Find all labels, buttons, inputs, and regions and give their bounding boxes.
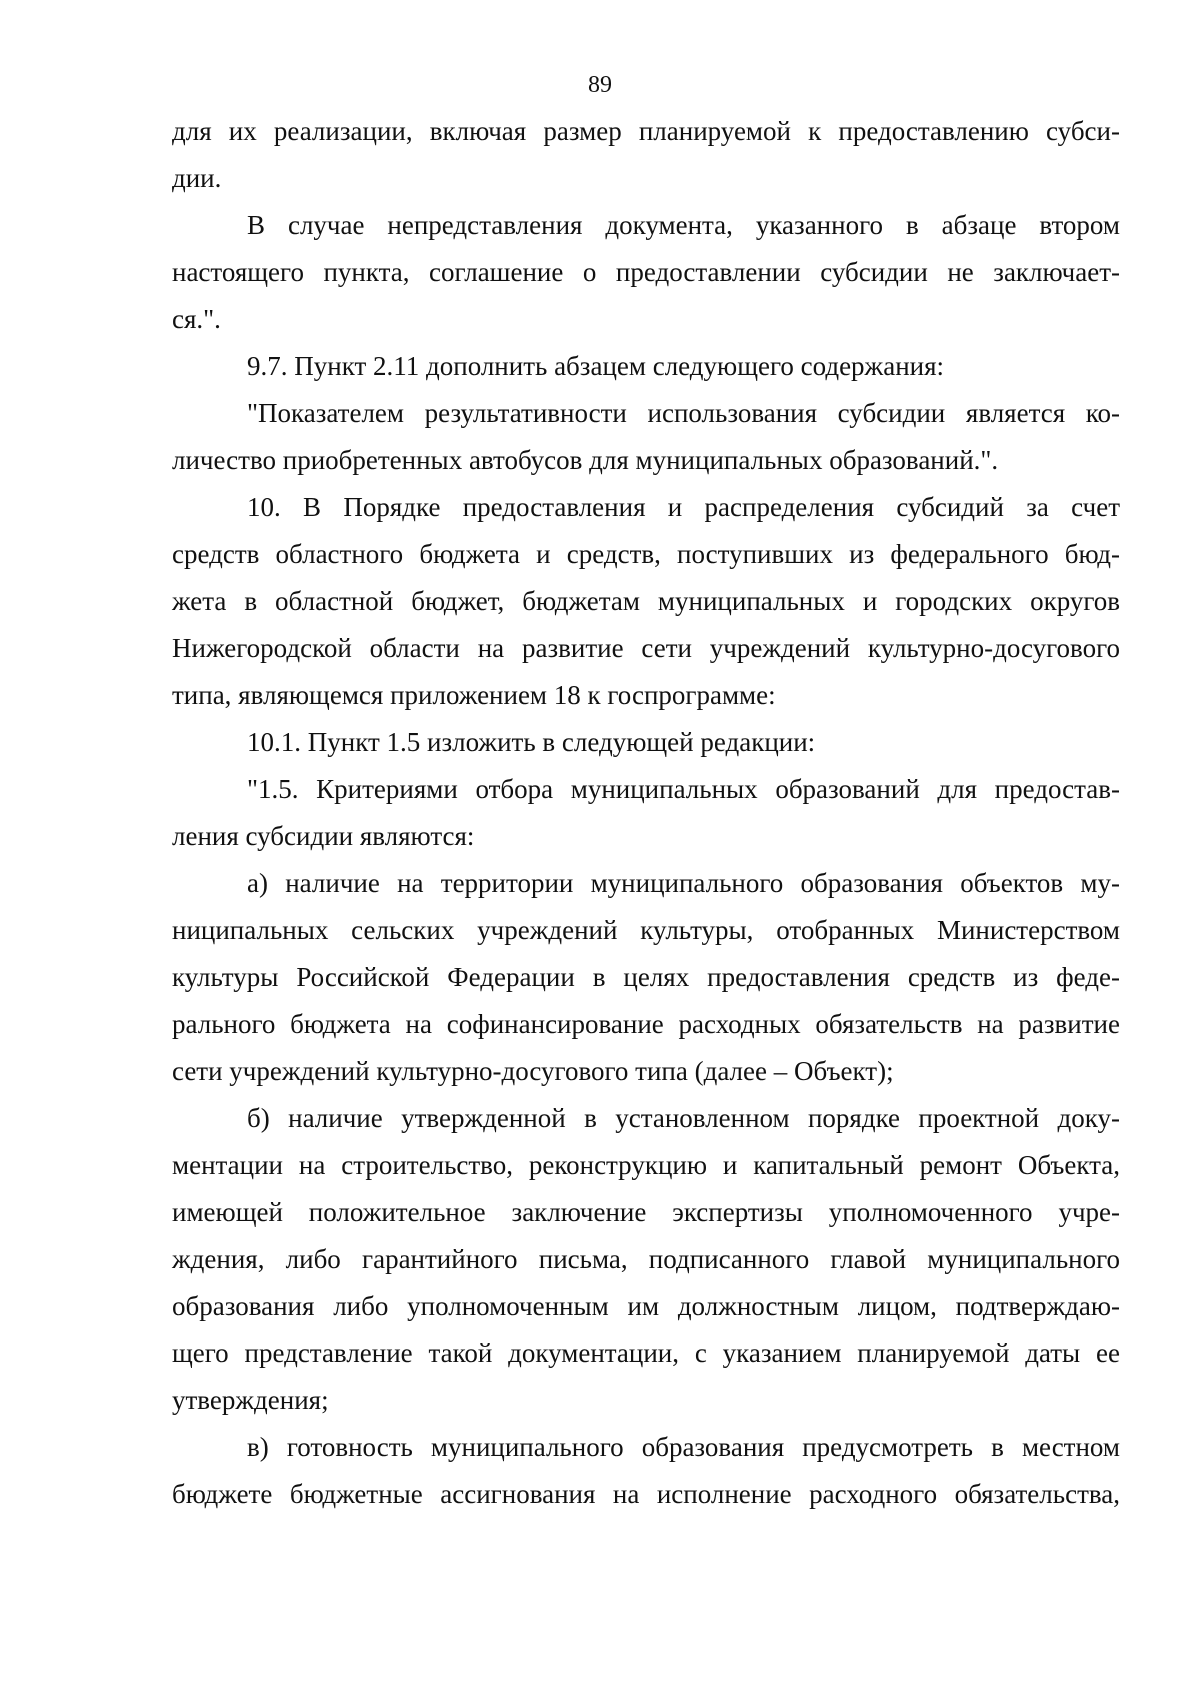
text-line: личество приобретенных автобусов для муниципальных образований.". (172, 445, 999, 475)
text-line: ментации на строительство, реконструкцию и капитальный ремонт Объекта, (172, 1150, 1120, 1180)
text-line: средств областного бюджета и средств, поступивших из федерального бюд- (172, 539, 1120, 569)
text-line: "1.5. Критериями отбора муниципальных образований для предостав- (247, 774, 1120, 804)
text-line: ждения, либо гарантийного письма, подписанного главой муниципального (172, 1244, 1120, 1274)
text-line: ся.". (172, 304, 221, 334)
text-line: типа, являющемся приложением 18 к госпрограмме: (172, 680, 776, 710)
text-line: рального бюджета на софинансирование расходных обязательств на развитие (172, 1009, 1120, 1039)
text-line: 9.7. Пункт 2.11 дополнить абзацем следующего содержания: (247, 351, 945, 381)
text-line: в) готовность муниципального образования предусмотреть в местном (247, 1432, 1120, 1462)
page-number: 89 (588, 72, 612, 98)
text-line: культуры Российской Федерации в целях предоставления средств из феде- (172, 962, 1120, 992)
text-line: "Показателем результативности использования субсидии является ко- (247, 398, 1120, 428)
text-line: ления субсидии являются: (172, 821, 475, 851)
text-line: б) наличие утвержденной в установленном порядке проектной доку- (247, 1103, 1120, 1133)
text-line: щего представление такой документации, с указанием планируемой даты ее (172, 1338, 1120, 1368)
document-body (172, 108, 1120, 1518)
text-line: жета в областной бюджет, бюджетам муниципальных и городских округов (172, 586, 1120, 616)
text-line: 10. В Порядке предоставления и распределения субсидий за счет (247, 492, 1120, 522)
text-line: ниципальных сельских учреждений культуры, отобранных Министерством (172, 915, 1120, 945)
text-line: бюджете бюджетные ассигнования на исполнение расходного обязательства, (172, 1479, 1120, 1509)
text-line: Нижегородской области на развитие сети учреждений культурно-досугового (172, 633, 1120, 663)
text-line: а) наличие на территории муниципального образования объектов му- (247, 868, 1120, 898)
text-line: имеющей положительное заключение экспертизы уполномоченного учре- (172, 1197, 1120, 1227)
text-line: 10.1. Пункт 1.5 изложить в следующей редакции: (247, 727, 816, 757)
text-line: дии. (172, 163, 222, 193)
text-line: настоящего пункта, соглашение о предоставлении субсидии не заключает- (172, 257, 1120, 287)
text-line: утверждения; (172, 1385, 329, 1415)
text-line: образования либо уполномоченным им должностным лицом, подтверждаю- (172, 1291, 1120, 1321)
text-line: для их реализации, включая размер планируемой к предоставлению субси- (172, 116, 1120, 146)
text-line: сети учреждений культурно-досугового типа (далее – Объект); (172, 1056, 894, 1086)
text-line: В случае непредставления документа, указанного в абзаце втором (247, 210, 1120, 240)
